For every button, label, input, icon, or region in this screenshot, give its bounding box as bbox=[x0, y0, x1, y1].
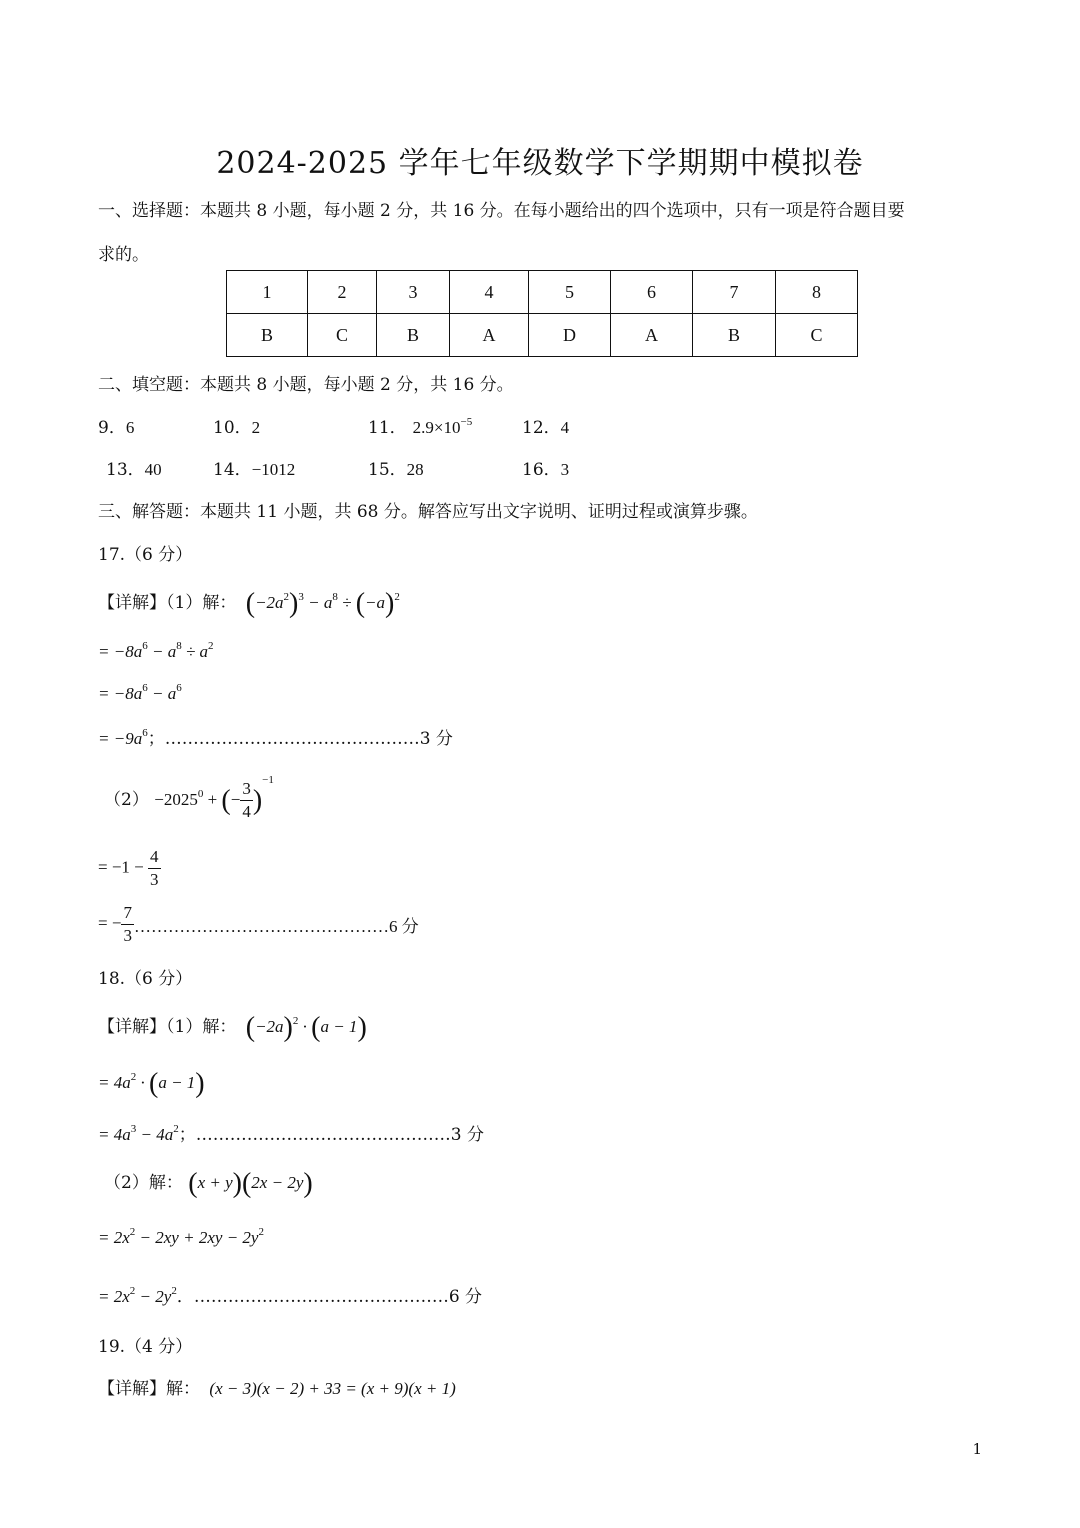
fill-num: 12． bbox=[522, 418, 561, 438]
q17-step4: = −1 − $\frac{4}{3}$ bbox=[98, 847, 159, 889]
part-label: （1）解： bbox=[166, 593, 237, 613]
fill-answer: 40 bbox=[144, 460, 162, 479]
table-cell: A bbox=[611, 314, 693, 357]
fill-answer-exponent: −5 bbox=[460, 416, 473, 428]
fraction bbox=[121, 902, 134, 947]
fill-item-9 bbox=[98, 413, 134, 438]
table-cell: 4 bbox=[450, 271, 529, 314]
fill-item-11 bbox=[368, 413, 472, 438]
answer-table-number-row bbox=[227, 271, 858, 314]
fraction-denominator: 3 bbox=[150, 870, 159, 889]
answer-table-answer-row bbox=[227, 314, 858, 357]
q17-part1-expression: 【详解】（1）解： $(-2a^2)^3 - a^8 \div (-a)^2$ bbox=[98, 588, 400, 619]
fill-num: 10． bbox=[213, 418, 252, 438]
fill-answer: −1012 bbox=[251, 460, 296, 479]
q18-header: 18.（6 分） bbox=[98, 969, 193, 989]
fill-answer: 4 bbox=[560, 418, 570, 437]
q18-part2-expression: （2）解： (x + y)(2x − 2y) bbox=[104, 1168, 313, 1199]
q18-step3: = $2x^2 - 2xy + 2xy - 2y^2$ bbox=[98, 1226, 264, 1247]
fill-item-10 bbox=[213, 413, 260, 438]
fill-num: 11． bbox=[368, 418, 407, 438]
detail-label: 【详解】 bbox=[98, 1017, 166, 1037]
part-label: 解： bbox=[166, 1379, 200, 1399]
score-dots: ………………………………………3 分 bbox=[164, 729, 453, 749]
part-label: （1）解： bbox=[166, 1017, 237, 1037]
fraction bbox=[240, 778, 253, 823]
page-title: 2024-2025 学年七年级数学下学期期中模拟卷 bbox=[216, 146, 864, 181]
detail-label: 【详解】 bbox=[98, 593, 166, 613]
fill-item-15 bbox=[368, 455, 424, 480]
table-cell: 8 bbox=[776, 271, 858, 314]
q17-step3: = $-9a^6$；………………………………………3 分 bbox=[98, 727, 453, 749]
fraction-numerator: 4 bbox=[148, 846, 161, 869]
section2-heading: 二、填空题：本题共 8 小题，每小题 2 分，共 16 分。 bbox=[98, 375, 514, 395]
fill-num: 16． bbox=[522, 460, 561, 480]
fill-num: 14． bbox=[213, 460, 252, 480]
part-label: （2） bbox=[104, 790, 149, 810]
fill-item-16 bbox=[522, 455, 569, 480]
fraction-numerator: 3 bbox=[240, 778, 253, 801]
section1-heading: 一、选择题：本题共 8 小题，每小题 2 分，共 16 分。在每小题给出的四个选项中，只有一项是符合题目要 bbox=[98, 201, 905, 221]
q17-step1: = $-8a^6 - a^8 \div a^2$ bbox=[98, 640, 214, 661]
fill-item-14 bbox=[213, 455, 295, 480]
answer-table bbox=[226, 270, 858, 357]
table-cell: B bbox=[377, 314, 450, 357]
fill-num: 15． bbox=[368, 460, 407, 480]
table-cell: D bbox=[529, 314, 611, 357]
q19-expression: 【详解】解： (x − 3)(x − 2) + 33 = (x + 9)(x + 1) bbox=[98, 1379, 456, 1399]
section1-heading-cont: 求的。 bbox=[98, 245, 149, 265]
score-dots: ………………………………………6 分 bbox=[133, 917, 419, 936]
table-cell: A bbox=[450, 314, 529, 357]
table-cell: 6 bbox=[611, 271, 693, 314]
table-cell: C bbox=[776, 314, 858, 357]
fill-answer: 2 bbox=[251, 418, 261, 437]
fraction-denominator: 4 bbox=[242, 802, 251, 821]
q17-step2: = $-8a^6 - a^6$ bbox=[98, 682, 182, 703]
score-dots: ………………………………………3 分 bbox=[195, 1125, 484, 1145]
detail-label: 【详解】 bbox=[98, 1379, 166, 1399]
table-cell: 3 bbox=[377, 271, 450, 314]
fill-answer: 28 bbox=[406, 460, 424, 479]
table-cell: C bbox=[308, 314, 377, 357]
q18-part1-expression: 【详解】（1）解： $(-2a)^2 \cdot (a - 1)$ bbox=[98, 1012, 367, 1043]
q17-header: 17.（6 分） bbox=[98, 545, 193, 565]
section3-heading: 三、解答题：本题共 11 小题，共 68 分。解答应写出文字说明、证明过程或演算步骤。 bbox=[98, 502, 758, 522]
q18-step1: = $4a^2 \cdot (a - 1)$ bbox=[98, 1068, 205, 1099]
q17-part2-expression: $(2) -2025^0$ + (− $\frac{3}{4}$ )$^{-1}$ bbox=[104, 774, 274, 821]
q18-step4: = $2x^2 - 2y^2$．………………………………………6 分 bbox=[98, 1285, 483, 1307]
fill-item-13 bbox=[106, 455, 162, 480]
fraction-numerator: 7 bbox=[121, 902, 134, 925]
table-cell: 7 bbox=[693, 271, 776, 314]
table-cell: 5 bbox=[529, 271, 611, 314]
fill-answer: 6 bbox=[125, 418, 135, 437]
q17-step5: = − $\frac{7}{3}$ ………………………………………6 分 bbox=[98, 903, 419, 945]
score-dots: ………………………………………6 分 bbox=[193, 1287, 483, 1307]
table-cell: B bbox=[693, 314, 776, 357]
fill-answer-base: 2.9×10 bbox=[412, 418, 461, 437]
fill-item-12 bbox=[522, 413, 569, 438]
fill-num: 13． bbox=[106, 460, 145, 480]
part-label: （2）解： bbox=[104, 1173, 183, 1193]
fill-num: 9． bbox=[98, 418, 126, 438]
table-cell: B bbox=[227, 314, 308, 357]
fraction-denominator: 3 bbox=[123, 926, 132, 945]
page-number: 1 bbox=[972, 1440, 982, 1458]
q18-step2: = $4a^3 - 4a^2$；………………………………………3 分 bbox=[98, 1123, 484, 1145]
fraction bbox=[148, 846, 161, 891]
q19-header: 19.（4 分） bbox=[98, 1337, 193, 1357]
fill-answer: 3 bbox=[560, 460, 570, 479]
table-cell: 1 bbox=[227, 271, 308, 314]
table-cell: 2 bbox=[308, 271, 377, 314]
